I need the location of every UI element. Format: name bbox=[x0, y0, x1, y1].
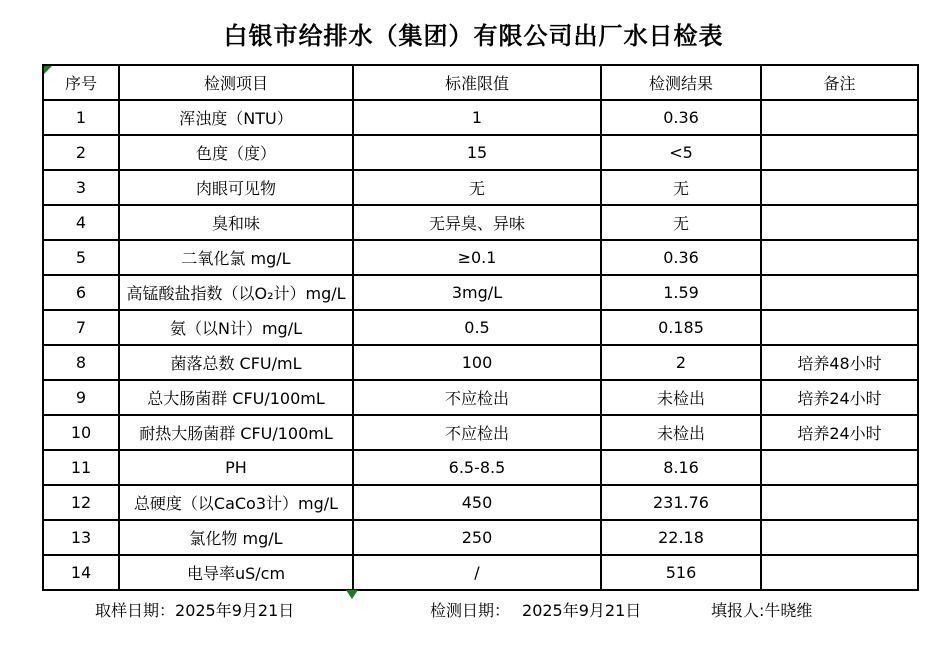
cell-remark bbox=[761, 275, 918, 310]
table-row bbox=[43, 170, 918, 205]
table-row bbox=[43, 135, 918, 170]
cell-remark bbox=[761, 135, 918, 170]
cell-result: 231.76 bbox=[601, 485, 761, 520]
cell-remark: 培养24小时 bbox=[761, 380, 918, 415]
table-row bbox=[43, 485, 918, 520]
cell-limit: 450 bbox=[353, 485, 601, 520]
cell-result: 无 bbox=[601, 205, 761, 240]
cell-remark bbox=[761, 310, 918, 345]
reporter-label: 填报人: bbox=[711, 601, 765, 620]
cell-result: 无 bbox=[601, 170, 761, 205]
cell-no: 6 bbox=[43, 275, 119, 310]
cell-result: 0.185 bbox=[601, 310, 761, 345]
header-item: 检测项目 bbox=[119, 65, 353, 100]
cell-no: 7 bbox=[43, 310, 119, 345]
table-row bbox=[43, 275, 918, 310]
cell-no: 13 bbox=[43, 520, 119, 555]
reporter-value: 牛晓维 bbox=[764, 601, 813, 620]
cell-remark bbox=[761, 520, 918, 555]
table-row bbox=[43, 100, 918, 135]
test-date-label: 检测日期： bbox=[430, 601, 511, 620]
cell-limit: 不应检出 bbox=[353, 380, 601, 415]
cell-no: 3 bbox=[43, 170, 119, 205]
table-row bbox=[43, 450, 918, 485]
test-date-value: 2025年9月21日 bbox=[522, 601, 642, 620]
cell-result: 未检出 bbox=[601, 415, 761, 450]
cell-no: 8 bbox=[43, 345, 119, 380]
cell-item: 臭和味 bbox=[119, 205, 353, 240]
table-row bbox=[43, 310, 918, 345]
cell-limit: 不应检出 bbox=[353, 415, 601, 450]
excel-corner-flag-icon bbox=[44, 66, 52, 74]
cell-result: 2 bbox=[601, 345, 761, 380]
table-row bbox=[43, 345, 918, 380]
cell-item: 电导率uS/cm bbox=[119, 555, 353, 590]
cell-item: PH bbox=[119, 450, 353, 485]
header-no bbox=[43, 65, 119, 100]
test-date bbox=[430, 598, 641, 621]
cell-no: 9 bbox=[43, 380, 119, 415]
cell-no: 2 bbox=[43, 135, 119, 170]
cell-result: 516 bbox=[601, 555, 761, 590]
cell-limit: 0.5 bbox=[353, 310, 601, 345]
cell-remark bbox=[761, 205, 918, 240]
table-header-row bbox=[43, 65, 918, 100]
cell-no: 14 bbox=[43, 555, 119, 590]
cell-result: 0.36 bbox=[601, 100, 761, 135]
cell-no: 5 bbox=[43, 240, 119, 275]
cell-remark bbox=[761, 555, 918, 590]
cell-result: 未检出 bbox=[601, 380, 761, 415]
table-row bbox=[43, 205, 918, 240]
table-row bbox=[43, 240, 918, 275]
cell-limit: 3mg/L bbox=[353, 275, 601, 310]
cell-remark bbox=[761, 485, 918, 520]
cell-result: 8.16 bbox=[601, 450, 761, 485]
cell-limit: 无 bbox=[353, 170, 601, 205]
cell-result: 22.18 bbox=[601, 520, 761, 555]
cell-no: 1 bbox=[43, 100, 119, 135]
excel-bottom-flag-icon bbox=[346, 590, 358, 599]
cell-item: 二氧化氯 mg/L bbox=[119, 240, 353, 275]
header-limit: 标准限值 bbox=[353, 65, 601, 100]
cell-result: 0.36 bbox=[601, 240, 761, 275]
cell-limit: 100 bbox=[353, 345, 601, 380]
cell-remark bbox=[761, 170, 918, 205]
cell-limit: 6.5-8.5 bbox=[353, 450, 601, 485]
cell-item: 耐热大肠菌群 CFU/100mL bbox=[119, 415, 353, 450]
cell-remark bbox=[761, 100, 918, 135]
cell-limit: 15 bbox=[353, 135, 601, 170]
cell-item: 高锰酸盐指数（以O₂计）mg/L bbox=[119, 275, 353, 310]
cell-item: 色度（度） bbox=[119, 135, 353, 170]
cell-limit: 250 bbox=[353, 520, 601, 555]
cell-no: 4 bbox=[43, 205, 119, 240]
table-row bbox=[43, 415, 918, 450]
cell-item: 氨（以N计）mg/L bbox=[119, 310, 353, 345]
cell-limit: ≥0.1 bbox=[353, 240, 601, 275]
cell-no: 10 bbox=[43, 415, 119, 450]
header-no-label: 序号 bbox=[64, 74, 97, 93]
cell-limit: / bbox=[353, 555, 601, 590]
water-inspection-table bbox=[42, 64, 919, 591]
cell-remark: 培养48小时 bbox=[761, 345, 918, 380]
cell-no: 12 bbox=[43, 485, 119, 520]
cell-no: 11 bbox=[43, 450, 119, 485]
cell-item: 氯化物 mg/L bbox=[119, 520, 353, 555]
cell-result: <5 bbox=[601, 135, 761, 170]
sample-date-value: 2025年9月21日 bbox=[175, 601, 295, 620]
cell-limit: 1 bbox=[353, 100, 601, 135]
table-row bbox=[43, 555, 918, 590]
page-title: 白银市给排水（集团）有限公司出厂水日检表 bbox=[223, 22, 724, 50]
cell-remark bbox=[761, 450, 918, 485]
sample-date bbox=[95, 598, 294, 621]
cell-limit: 无异臭、异味 bbox=[353, 205, 601, 240]
reporter bbox=[711, 598, 812, 621]
header-result: 检测结果 bbox=[601, 65, 761, 100]
table-row bbox=[43, 380, 918, 415]
cell-remark bbox=[761, 240, 918, 275]
cell-item: 菌落总数 CFU/mL bbox=[119, 345, 353, 380]
cell-item: 浑浊度（NTU） bbox=[119, 100, 353, 135]
sample-date-label: 取样日期： bbox=[95, 601, 176, 620]
cell-remark: 培养24小时 bbox=[761, 415, 918, 450]
header-remark: 备注 bbox=[761, 65, 918, 100]
cell-item: 总硬度（以CaCo3计）mg/L bbox=[119, 485, 353, 520]
cell-result: 1.59 bbox=[601, 275, 761, 310]
table-row bbox=[43, 520, 918, 555]
cell-item: 肉眼可见物 bbox=[119, 170, 353, 205]
cell-item: 总大肠菌群 CFU/100mL bbox=[119, 380, 353, 415]
